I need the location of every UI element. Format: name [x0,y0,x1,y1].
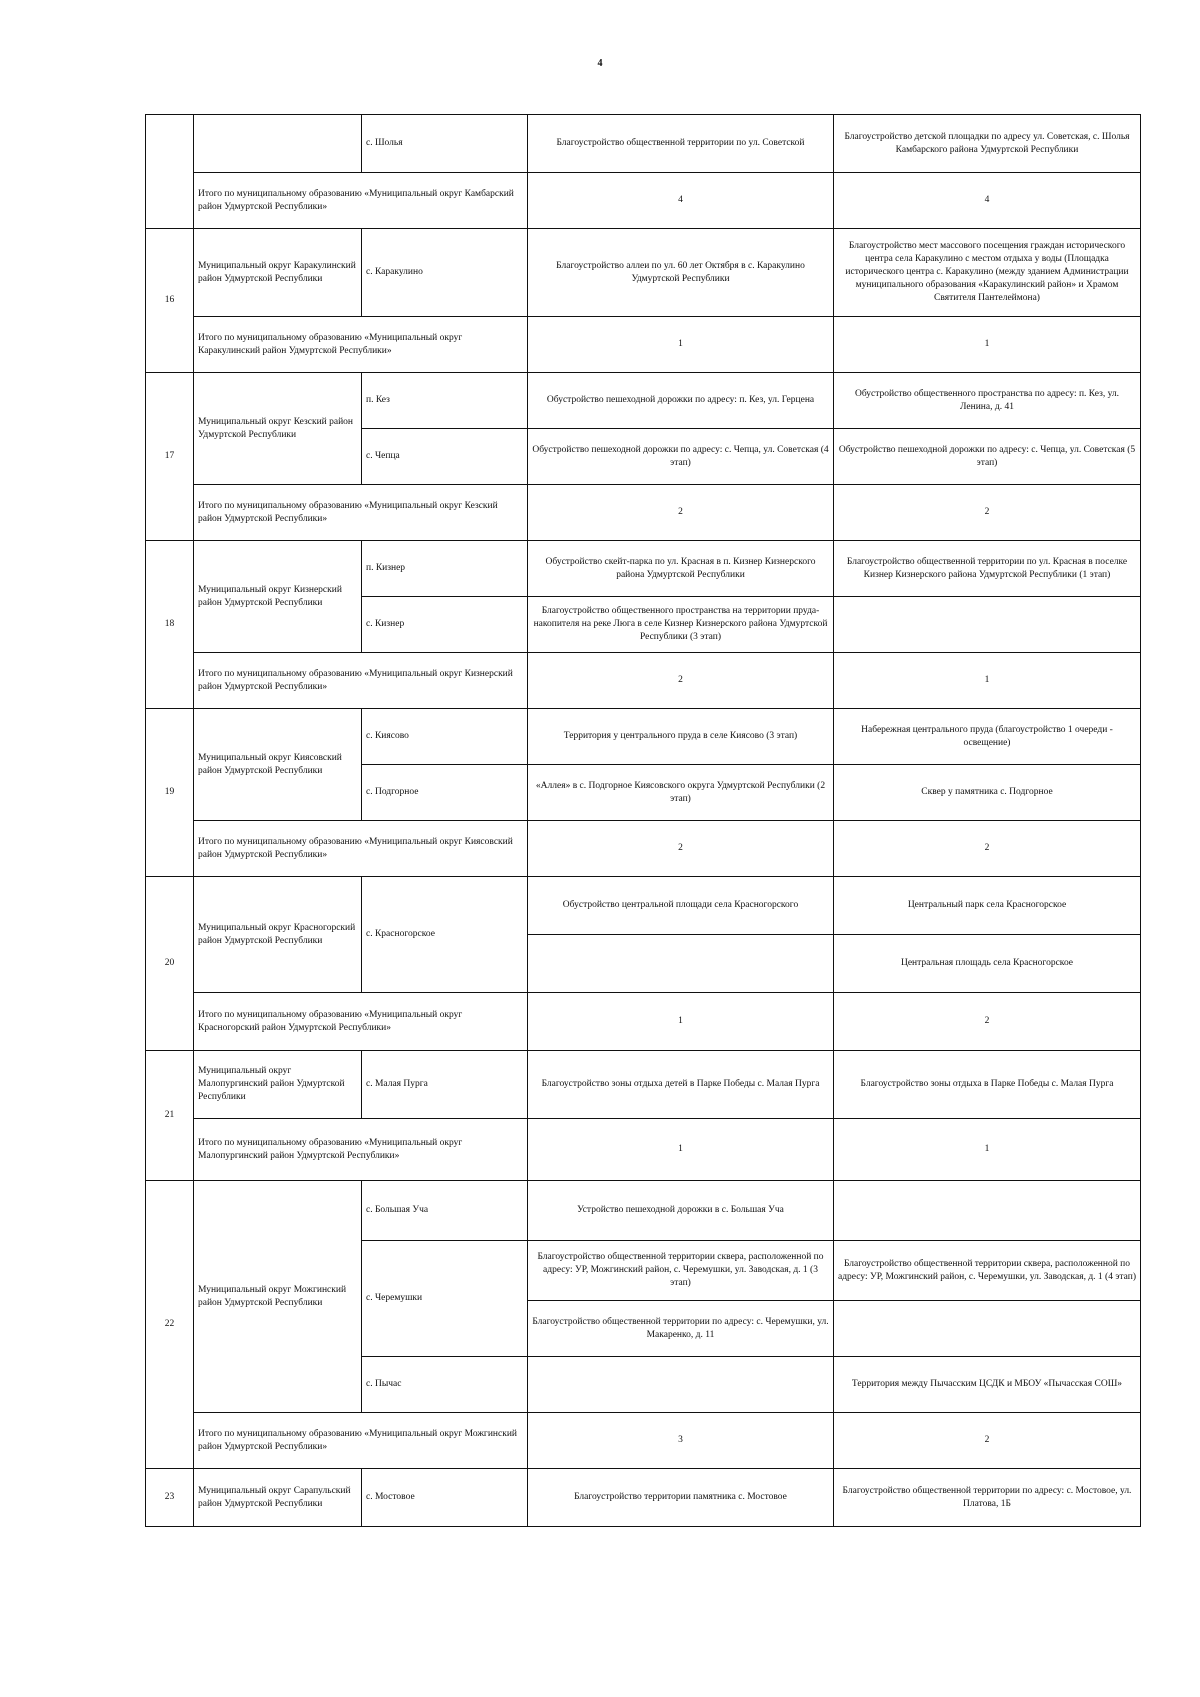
table-row [146,877,1141,935]
municipality-name: Муниципальный округ Можгинский район Удмуртской Республики [194,1181,362,1413]
group-number [146,115,194,229]
settlement-name: с. Каракулино [362,229,528,317]
settlement-name: с. Мостовое [362,1469,528,1527]
table-row-total [146,993,1141,1051]
table-row-total [146,1119,1141,1181]
total-next: 2 [834,993,1141,1051]
project-next [834,1181,1141,1241]
total-current: 1 [528,317,834,373]
project-next: Обустройство общественного пространства по адресу: п. Кез, ул. Ленина, д. 41 [834,373,1141,429]
project-current: Благоустройство общественного пространства на территории пруда-накопителя на реке Люга в селе Кизнер Кизнерского района Удмуртской Республики (3 этап) [528,597,834,653]
settlement-name: с. Большая Уча [362,1181,528,1241]
settlement-name: с. Красногорское [362,877,528,993]
project-current: Обустройство пешеходной дорожки по адресу: с. Чепца, ул. Советская (4 этап) [528,429,834,485]
total-label: Итого по муниципальному образованию «Муниципальный округ Кизнерский район Удмуртской Республики» [194,653,528,709]
settlement-name: с. Чепца [362,429,528,485]
project-next: Центральный парк села Красногорское [834,877,1141,935]
municipality-name [194,115,362,173]
project-next: Центральная площадь села Красногорское [834,935,1141,993]
project-current: «Аллея» в с. Подгорное Киясовского округа Удмуртской Республики (2 этап) [528,765,834,821]
municipality-name: Муниципальный округ Кезский район Удмуртской Республики [194,373,362,485]
project-next [834,597,1141,653]
total-current: 2 [528,653,834,709]
project-next: Набережная центрального пруда (благоустройство 1 очереди - освещение) [834,709,1141,765]
project-next: Благоустройство общественной территории по адресу: с. Мостовое, ул. Платова, 1Б [834,1469,1141,1527]
total-current: 2 [528,821,834,877]
table-row [146,229,1141,317]
project-current: Обустройство центральной площади села Красногорского [528,877,834,935]
municipality-name: Муниципальный округ Красногорский район Удмуртской Республики [194,877,362,993]
total-current: 2 [528,485,834,541]
municipality-name: Муниципальный округ Каракулинский район Удмуртской Республики [194,229,362,317]
table-row-total [146,653,1141,709]
total-next: 2 [834,1413,1141,1469]
total-label: Итого по муниципальному образованию «Муниципальный округ Красногорский район Удмуртской Республики» [194,993,528,1051]
total-label: Итого по муниципальному образованию «Муниципальный округ Киясовский район Удмуртской Республики» [194,821,528,877]
group-number: 23 [146,1469,194,1527]
project-current: Благоустройство общественной территории по адресу: с. Черемушки, ул. Макаренко, д. 11 [528,1301,834,1357]
table-row-total [146,821,1141,877]
group-number: 22 [146,1181,194,1469]
table-row-total [146,317,1141,373]
group-number: 17 [146,373,194,541]
project-next: Благоустройство зоны отдыха в Парке Победы с. Малая Пурга [834,1051,1141,1119]
table-row [146,541,1141,597]
total-current: 3 [528,1413,834,1469]
project-next: Благоустройство общественной территории сквера, расположенной по адресу: УР, Можгинский район, с. Черемушки, ул. Заводская, д. 1 (4 этап) [834,1241,1141,1301]
total-current: 1 [528,993,834,1051]
project-next [834,1301,1141,1357]
project-current: Благоустройство зоны отдыха детей в Парке Победы с. Малая Пурга [528,1051,834,1119]
municipality-name: Муниципальный округ Сарапульский район Удмуртской Республики [194,1469,362,1527]
project-next: Благоустройство мест массового посещения граждан исторического центра села Каракулино с местом отдыха у воды (Площадка исторического центра с. Каракулино (между зданием Администрации муниципального образования «Каракулинский район» и Храмом Святителя Пантелеймона) [834,229,1141,317]
settlement-name: с. Киясово [362,709,528,765]
table-row [146,115,1141,173]
table-row-total [146,173,1141,229]
total-current: 4 [528,173,834,229]
project-next: Сквер у памятника с. Подгорное [834,765,1141,821]
total-next: 1 [834,1119,1141,1181]
project-current [528,1357,834,1413]
municipality-name: Муниципальный округ Киясовский район Удмуртской Республики [194,709,362,821]
project-current: Устройство пешеходной дорожки в с. Большая Уча [528,1181,834,1241]
table-row-total [146,485,1141,541]
settlement-name: п. Кез [362,373,528,429]
group-number: 19 [146,709,194,877]
project-next: Благоустройство детской площадки по адресу ул. Советская, с. Шолья Камбарского района Удмуртской Республики [834,115,1141,173]
settlement-name: с. Малая Пурга [362,1051,528,1119]
municipality-name: Муниципальный округ Малопургинский район Удмуртской Республики [194,1051,362,1119]
settlement-name: п. Кизнер [362,541,528,597]
settlement-name: с. Подгорное [362,765,528,821]
total-next: 4 [834,173,1141,229]
group-number: 20 [146,877,194,1051]
project-next: Территория между Пычасским ЦСДК и МБОУ «Пычасская СОШ» [834,1357,1141,1413]
project-current [528,935,834,993]
table-row-total [146,1413,1141,1469]
table-row [146,373,1141,429]
project-current: Обустройство пешеходной дорожки по адресу: п. Кез, ул. Герцена [528,373,834,429]
table-row [146,1051,1141,1119]
settlement-name: с. Пычас [362,1357,528,1413]
project-current: Благоустройство общественной территории сквера, расположенной по адресу: УР, Можгинский район, с. Черемушки, ул. Заводская, д. 1 (3 этап) [528,1241,834,1301]
project-current: Территория у центрального пруда в селе Киясово (3 этап) [528,709,834,765]
settlement-name: с. Черемушки [362,1241,528,1357]
total-current: 1 [528,1119,834,1181]
total-next: 1 [834,317,1141,373]
table-row [146,709,1141,765]
project-current: Обустройство скейт-парка по ул. Красная в п. Кизнер Кизнерского района Удмуртской Республики [528,541,834,597]
total-label: Итого по муниципальному образованию «Муниципальный округ Малопургинский район Удмуртской Республики» [194,1119,528,1181]
project-current: Благоустройство общественной территории по ул. Советской [528,115,834,173]
project-next: Благоустройство общественной территории по ул. Красная в поселке Кизнер Кизнерского района Удмуртской Республики (1 этап) [834,541,1141,597]
total-next: 2 [834,485,1141,541]
settlement-name: с. Кизнер [362,597,528,653]
total-label: Итого по муниципальному образованию «Муниципальный округ Можгинский район Удмуртской Республики» [194,1413,528,1469]
project-next: Обустройство пешеходной дорожки по адресу: с. Чепца, ул. Советская (5 этап) [834,429,1141,485]
table-row [146,1181,1141,1241]
group-number: 18 [146,541,194,709]
municipal-projects-table [145,114,1141,1527]
table-row [146,1469,1141,1527]
total-label: Итого по муниципальному образованию «Муниципальный округ Камбарский район Удмуртской Республики» [194,173,528,229]
total-label: Итого по муниципальному образованию «Муниципальный округ Кезский район Удмуртской Республики» [194,485,528,541]
total-next: 2 [834,821,1141,877]
group-number: 16 [146,229,194,373]
group-number: 21 [146,1051,194,1181]
project-current: Благоустройство аллеи по ул. 60 лет Октября в с. Каракулино Удмуртской Республики [528,229,834,317]
total-label: Итого по муниципальному образованию «Муниципальный округ Каракулинский район Удмуртской Республики» [194,317,528,373]
page-number: 4 [597,58,603,69]
project-current: Благоустройство территории памятника с. Мостовое [528,1469,834,1527]
settlement-name: с. Шолья [362,115,528,173]
municipality-name: Муниципальный округ Кизнерский район Удмуртской Республики [194,541,362,653]
total-next: 1 [834,653,1141,709]
